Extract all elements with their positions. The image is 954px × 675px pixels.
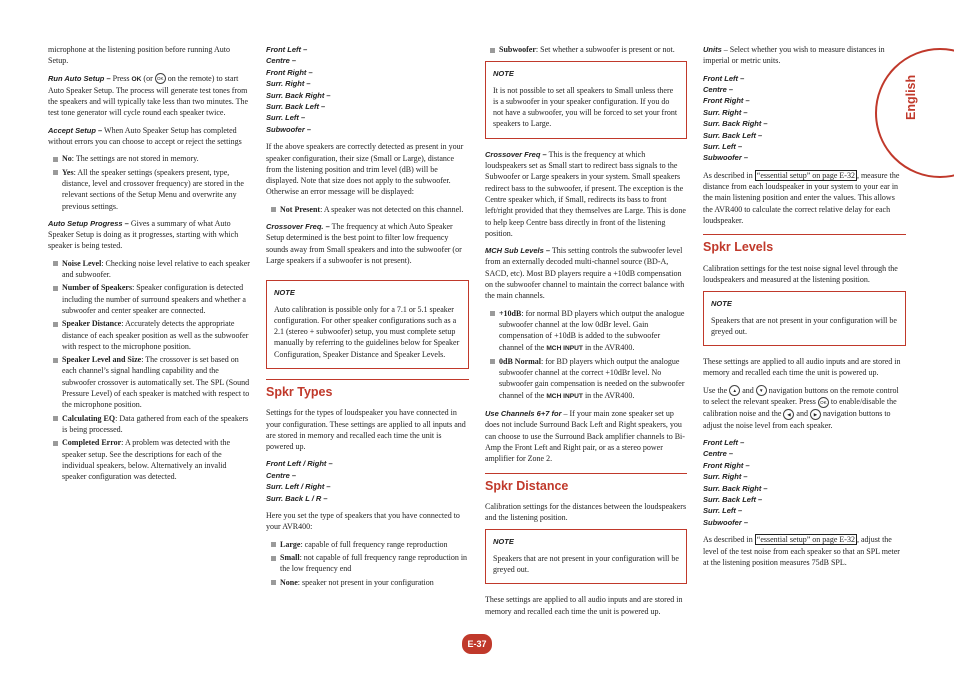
section-title: Spkr Types	[266, 385, 333, 399]
speaker-label: Subwoofer –	[703, 517, 749, 527]
detect-text: If the above speakers are correctly detected as present in your speaker configuration, their size (Small or Large), distance from the listening position and trim level (dB) will be displayed. Note that size does not apply to the subwoofer. Otherwise an error message will be displayed:	[266, 142, 464, 197]
list-item: Not Present: A speaker was not detected on this channel.	[266, 204, 469, 215]
mch-list	[485, 308, 687, 402]
list-item: 0dB Normal: for BD players which output the analogue subwoofer channel at the correct +10dBr level. No subwoofer gain compensation is needed on the subwoofer channel of the MCH INPUT in the AVR400.	[485, 356, 687, 402]
list-item: Speaker Distance: Accurately detects the appropriate distance of each speaker position as well as the subwoofer with respect to the microphone position.	[48, 318, 250, 352]
speaker-label: Surr. Right –	[703, 472, 748, 482]
mch-sub-levels: MCH Sub Levels – This setting controls the subwoofer level from an externally decoded multi-channel source (BD-A, SACD, etc). Most BD players require a +10dB compensation on the subwoofer channel to maintain the correct balance with the main channels.	[485, 246, 685, 301]
speaker-label: Centre –	[703, 85, 734, 94]
note-box: NOTE Speakers that are not present in your configuration will be greyed out.	[485, 529, 687, 584]
speaker-label: Subwoofer –	[266, 124, 312, 134]
list-item: Large: capable of full frequency range reproduction	[266, 539, 469, 550]
speaker-label: Surr. Back Right –	[703, 119, 768, 129]
speaker-label: Centre –	[266, 56, 297, 66]
auto-setup-progress: Auto Setup Progress – Gives a summary of what Auto Speaker Setup is doing as it progresses, starting with which speaker is being tested.	[48, 218, 239, 251]
speaker-label: Front Right –	[703, 96, 750, 106]
ok-button-icon: OK	[818, 397, 829, 408]
section-title: Spkr Distance	[485, 478, 569, 493]
crossover-freq: Crossover Freq. – The frequency at which Auto Speaker Setup determined is the best point to filter low frequency sounds away from Small speakers and into the subwoofer (or Large speakers if a subwoofer is not present).	[266, 222, 462, 265]
speaker-label: Centre –	[703, 449, 734, 459]
speaker-label: Centre –	[266, 470, 297, 480]
level-description: As described in “essential setup” on page E-32 , adjust the level of the test noise from each speaker so that an SPL meter at the listening position measures 75dB SPL.	[703, 535, 900, 567]
accept-setup: Accept Setup – When Auto Speaker Setup has completed without errors you can choose to accept or reject the settings	[48, 125, 242, 147]
distance-description: As described in “essential setup” on page E-32 , measure the distance from each loudspeaker in your system to your ear in the main listening position and enter the values. This allows the AVR400 to calculate the correct relative delay for each loudspeaker.	[703, 170, 900, 226]
list-item: Subwoofer: Set whether a subwoofer is present or not.	[485, 44, 687, 55]
page-reference-link[interactable]: “essential setup” on page E-32	[756, 535, 855, 545]
column-2	[266, 44, 469, 594]
list-item: Noise Level: Checking noise level relative to each speaker and subwoofer.	[48, 258, 250, 281]
list-item: Small: not capable of full frequency range reproduction in the low frequency end	[266, 552, 469, 575]
speaker-label: Front Left –	[703, 437, 745, 447]
speaker-label: Surr. Left –	[703, 142, 743, 152]
spkr-levels-section: Spkr Levels Calibration settings for the test noise signal level through the loudspeakers and measured at the listening position. NOTE Speakers that are not present in your configuration will be greyed out. These settings are applied to all audio inputs and are stored in memory and recalled each time the unit is powered up. Use the ▲ and ▼ navigation buttons on the remote control to select the relevant speaker. Press OK to enable/disable the calibration noise and the ◀ and ▶ navigation buttons to adjust the noise level from each speaker. Front Left – Centre – Front Right – Surr. Right – Surr. Back Right – Surr. Back Left – Surr. Left – Subwoofer – As described in “essential setup” on page E-32 , adjust the level of the test noise from each speaker so that an SPL meter at the listening position measures 75dB SPL.	[703, 234, 906, 568]
run-auto-setup: Run Auto Setup – Press OK (or OK on the remote) to start Auto Speaker Setup. The process will generate test tones from the speakers and will typically take less than two minutes. The test tone generator will cycle round each speaker twice.	[48, 73, 249, 118]
speaker-label: Surr. Back Left –	[703, 495, 763, 504]
ok-button-icon: OK	[155, 73, 166, 84]
list-item: Calculating EQ: Data gathered from each of the speakers is being processed.	[48, 413, 250, 436]
down-arrow-icon: ▼	[756, 385, 767, 396]
type-name-list	[266, 458, 469, 504]
spkr-types-section: Spkr Types Settings for the types of loudspeaker you have connected in your configuration. These settings are applied to all inputs and are stored in memory and recalled each time the unit is powered up. Front Left / Right – Centre – Surr. Left / Right – Surr. Back L / R – Here you set the type of speakers that you have connected to your AVR400: Large: capable of full frequency range reproduction Small: not capable of full frequency range reproduction in the low frequency end None: speaker not present in your configuration	[266, 379, 469, 588]
speaker-label: Surr. Back Right –	[266, 90, 331, 100]
language-tab-label: English	[904, 74, 918, 120]
column-3	[485, 44, 687, 623]
speaker-label: Surr. Back Left –	[266, 102, 326, 112]
speaker-label: Surr. Right –	[266, 79, 311, 89]
speaker-name-list	[703, 73, 906, 164]
progress-list	[48, 258, 250, 483]
note-box: NOTE It is not possible to set all speakers to Small unless there is a subwoofer in your speaker configuration. If you do not have a subwoofer, you will be forced to set your front speakers to Large.	[485, 61, 687, 138]
speaker-label: Front Left –	[703, 73, 745, 83]
list-item: Number of Speakers: Speaker configuration is detected including the number of surround speakers and whether a subwoofer and center speaker are connected.	[48, 282, 250, 316]
list-item: Completed Error: A problem was detected with the speaker setup. See the descriptions for each of the individual speakers, below. Alternatively an invalid speaker configuration was detected.	[48, 437, 250, 482]
speaker-label: Front Right –	[266, 67, 313, 77]
list-item: Speaker Level and Size: The crossover is set based on each channel’s signal handling capability and the subwoofer crossover is automatically set. The SPL (Sound Pressure Level) of each speaker is matched with respect to the microphone position.	[48, 354, 250, 410]
speaker-label: Surr. Left –	[703, 506, 743, 516]
list-item: No: The settings are not stored in memory.	[48, 153, 250, 164]
accept-list	[48, 153, 250, 211]
speaker-name-list	[266, 44, 469, 135]
list-item: Yes: All the speaker settings (speakers present, type, distance, level and crossover frequency) are stored in the relevant sections of the Setup Menu and overwrite any previous settings.	[48, 167, 250, 212]
speaker-label: Surr. Back L / R –	[266, 493, 328, 503]
speaker-label: Subwoofer –	[703, 153, 749, 163]
column-4	[703, 44, 906, 574]
speaker-label: Surr. Back Right –	[703, 483, 768, 493]
note-box: NOTE Speakers that are not present in your configuration will be greyed out.	[703, 291, 906, 346]
column-1	[48, 44, 250, 488]
speaker-label: Surr. Right –	[703, 107, 748, 117]
page-reference-link[interactable]: “essential setup” on page E-32	[756, 170, 855, 180]
list-item: None: speaker not present in your configuration	[266, 577, 469, 588]
speaker-label: Surr. Back Left –	[703, 130, 763, 140]
left-arrow-icon: ◀	[783, 409, 794, 420]
list-item: +10dB: for normal BD players which output the analogue subwoofer channel at the low 0dBr level. Gain compensation of +10dB is added to the subwoofer channel of the MCH INPUT in the AVR400.	[485, 308, 687, 354]
units-text: Units – Select whether you wish to measure distances in imperial or metric units.	[703, 45, 885, 66]
speaker-label: Surr. Left –	[266, 113, 306, 123]
spkr-distance-section: Spkr Distance Calibration settings for the distances between the loudspeakers and the listening position. NOTE Speakers that are not present in your configuration will be greyed out. These settings are applied to all audio inputs and are stored in memory and recalled each time the unit is powered up.	[485, 473, 687, 617]
subwoofer-list	[485, 44, 687, 55]
use-channels: Use Channels 6+7 for – If your main zone speaker set up does not include Surround Back Left and Right speakers, you can choose to use the Surround Back amplifier channels to Bi-Amp the Front Left and Right pair, or as a stereo power amplifier for Zone 2.	[485, 409, 685, 464]
note-box: NOTE Auto calibration is possible only for a 7.1 or 5.1 speaker configuration. For other speaker configurations such as a 2.1 (stereo + subwoofer) setup, you must complete setup manually by referring to the guidelines below for Speaker Configuration, Speaker Distance and Speaker Levels.	[266, 280, 469, 369]
speaker-label: Surr. Left / Right –	[266, 482, 331, 492]
speaker-label: Front Right –	[703, 460, 750, 470]
crossover-freq: Crossover Freq – This is the frequency at which loudspeakers set as Small start to redirect bass signals to the Subwoofer or Large speakers in your system. Small speakers redirect bass to the subwoofer, if present. The exception is the Centre speaker which, if Small, redirects its bass to front left/right provided that they themselves are Large. This is done to help keep Centre bass directly in front of the listening position.	[485, 149, 686, 238]
page-number-badge: E-37	[462, 634, 492, 654]
right-arrow-icon: ▶	[810, 409, 821, 420]
speaker-label: Front Left / Right –	[266, 459, 333, 469]
up-arrow-icon: ▲	[729, 385, 740, 396]
not-present-list	[266, 204, 469, 215]
type-list	[266, 539, 469, 588]
speaker-name-list-2	[703, 437, 906, 528]
intro-text: microphone at the listening position before running Auto Setup.	[48, 45, 230, 66]
navigation-instructions: Use the ▲ and ▼ navigation buttons on the remote control to select the relevant speaker. Press OK to enable/disable the calibration noise and the ◀ and ▶ navigation buttons to adjust the noise level from each speaker.	[703, 385, 899, 430]
section-title: Spkr Levels	[703, 240, 774, 255]
speaker-label: Front Left –	[266, 45, 308, 54]
